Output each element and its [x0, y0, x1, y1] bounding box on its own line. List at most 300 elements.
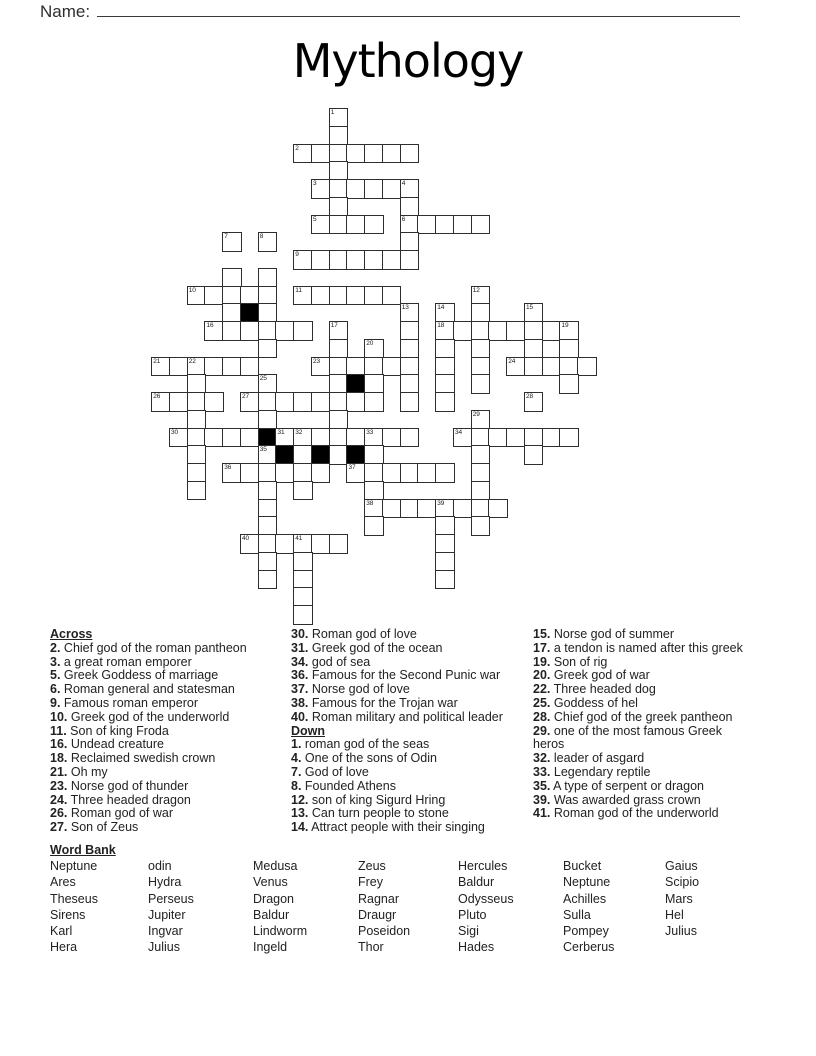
grid-cell[interactable] — [364, 357, 383, 376]
grid-cell[interactable] — [293, 534, 312, 553]
grid-cell[interactable] — [453, 215, 472, 234]
grid-cell[interactable] — [258, 445, 277, 464]
grid-cell[interactable] — [346, 463, 365, 482]
grid-cell[interactable] — [240, 357, 259, 376]
word-bank-column — [563, 858, 614, 956]
grid-cell[interactable] — [258, 303, 277, 322]
grid-cell[interactable] — [400, 357, 419, 376]
grid-cell[interactable] — [506, 321, 525, 340]
grid-cell[interactable] — [240, 534, 259, 553]
grid-cell[interactable] — [329, 374, 348, 393]
grid-cell[interactable] — [435, 374, 454, 393]
grid-cell[interactable] — [471, 215, 490, 234]
clue-number: 39. — [533, 792, 551, 807]
grid-cell[interactable] — [311, 286, 330, 305]
grid-cell[interactable] — [524, 339, 543, 358]
grid-cell[interactable] — [275, 392, 294, 411]
cell-number: 19 — [561, 322, 569, 330]
grid-cell[interactable] — [364, 215, 383, 234]
grid-cell[interactable] — [293, 428, 312, 447]
grid-cell[interactable] — [240, 463, 259, 482]
word-bank-word: Poseidon — [358, 924, 411, 939]
grid-cell[interactable] — [435, 339, 454, 358]
grid-cell[interactable] — [169, 392, 188, 411]
grid-cell[interactable] — [293, 605, 312, 624]
clue-number: 2. — [50, 640, 61, 655]
grid-cell[interactable] — [311, 392, 330, 411]
grid-cell[interactable] — [346, 250, 365, 269]
grid-cell[interactable] — [275, 463, 294, 482]
grid-cell[interactable] — [488, 499, 507, 518]
grid-cell[interactable] — [382, 428, 401, 447]
grid-cell[interactable] — [400, 144, 419, 163]
grid-cell[interactable] — [204, 321, 223, 340]
grid-cell[interactable] — [524, 357, 543, 376]
clue-item: 15. Norse god of summer — [533, 627, 675, 641]
word-bank-word: Karl — [50, 924, 73, 939]
grid-cell[interactable] — [329, 339, 348, 358]
grid-cell[interactable] — [329, 392, 348, 411]
grid-cell[interactable] — [559, 428, 578, 447]
grid-cell[interactable] — [311, 179, 330, 198]
clue-number: 4. — [291, 751, 302, 766]
word-bank-word: Pluto — [458, 907, 487, 922]
grid-cell[interactable] — [311, 215, 330, 234]
grid-cell[interactable] — [329, 445, 348, 464]
grid-cell[interactable] — [346, 144, 365, 163]
grid-cell[interactable] — [187, 286, 206, 305]
grid-cell[interactable] — [435, 392, 454, 411]
grid-cell[interactable] — [364, 481, 383, 500]
word-bank-word: odin — [148, 859, 172, 873]
clue-item: 33. Legendary reptile — [533, 764, 651, 779]
cell-number: 3 — [312, 180, 317, 188]
grid-cell[interactable] — [471, 321, 490, 340]
cell-number: 22 — [188, 357, 196, 365]
grid-cell[interactable] — [329, 108, 348, 127]
clue-item: 1. roman god of the seas — [291, 737, 430, 752]
grid-cell[interactable] — [364, 463, 383, 482]
grid-cell[interactable] — [222, 286, 241, 305]
grid-cell[interactable] — [293, 587, 312, 606]
grid-cell[interactable] — [187, 357, 206, 376]
grid-cell[interactable] — [240, 321, 259, 340]
clue-number: 15. — [533, 627, 551, 641]
grid-cell[interactable] — [187, 410, 206, 429]
grid-cell[interactable] — [329, 197, 348, 216]
clue-number: 20. — [533, 668, 551, 683]
clue-item: 25. Goddess of hel — [533, 695, 638, 710]
grid-cell[interactable] — [524, 392, 543, 411]
grid-cell[interactable] — [169, 357, 188, 376]
grid-cell[interactable] — [329, 215, 348, 234]
clue-number: 33. — [533, 764, 551, 779]
grid-cell[interactable] — [524, 428, 543, 447]
clue-number: 24. — [50, 792, 68, 807]
cell-number: 34 — [454, 428, 463, 436]
grid-cell[interactable] — [346, 357, 365, 376]
grid-cell[interactable] — [240, 392, 259, 411]
clue-number: 23. — [50, 778, 68, 793]
grid-cell[interactable] — [471, 499, 490, 518]
grid-cell[interactable] — [364, 499, 383, 518]
grid-cell[interactable] — [453, 321, 472, 340]
cell-number: 21 — [153, 357, 161, 365]
grid-cell[interactable] — [577, 357, 596, 376]
grid-cell[interactable] — [293, 321, 312, 340]
clue-number: 28. — [533, 709, 551, 724]
grid-cell[interactable] — [275, 534, 294, 553]
cell-number: 1 — [330, 109, 335, 117]
grid-cell[interactable] — [471, 286, 490, 305]
grid-cell[interactable] — [559, 374, 578, 393]
grid-cell[interactable] — [311, 534, 330, 553]
clue-item: 22. Three headed dog — [533, 682, 656, 697]
word-bank-word: Perseus — [148, 891, 194, 906]
cell-number: 28 — [525, 393, 534, 401]
clue-number: 10. — [50, 709, 68, 724]
word-bank-word: Thor — [358, 940, 384, 955]
clue-item: 29. one of the most famous Greek heros — [533, 723, 723, 752]
grid-cell[interactable] — [329, 286, 348, 305]
grid-cell[interactable] — [364, 179, 383, 198]
clues-column-1 — [50, 628, 247, 835]
grid-cell[interactable] — [329, 179, 348, 198]
grid-cell[interactable] — [471, 463, 490, 482]
grid-cell[interactable] — [400, 232, 419, 251]
grid-cell[interactable] — [400, 215, 419, 234]
clue-item: 26. Roman god of war — [50, 806, 173, 821]
clue-number: 17. — [533, 640, 551, 655]
grid-cell[interactable] — [400, 374, 419, 393]
grid-cell[interactable] — [346, 428, 365, 447]
grid-cell[interactable] — [293, 570, 312, 589]
word-bank-word: Julius — [148, 940, 180, 955]
grid-cell[interactable] — [471, 445, 490, 464]
grid-cell[interactable] — [222, 428, 241, 447]
grid-cell[interactable] — [222, 357, 241, 376]
grid-cell[interactable] — [187, 428, 206, 447]
clue-item: 31. Greek god of the ocean — [291, 640, 443, 655]
grid-cell[interactable] — [435, 215, 454, 234]
grid-cell[interactable] — [400, 428, 419, 447]
grid-cell[interactable] — [293, 463, 312, 482]
grid-cell[interactable] — [488, 428, 507, 447]
grid-cell[interactable] — [364, 392, 383, 411]
down-header: Down — [291, 723, 326, 738]
clue-number: 27. — [50, 820, 68, 835]
blocked-cell — [275, 445, 294, 464]
clue-item: 16. Undead creature — [50, 737, 164, 752]
clue-number: 22. — [533, 682, 551, 697]
grid-cell[interactable] — [187, 374, 206, 393]
grid-cell[interactable] — [258, 268, 277, 287]
grid-cell[interactable] — [346, 286, 365, 305]
grid-cell[interactable] — [258, 286, 277, 305]
grid-cell[interactable] — [293, 250, 312, 269]
grid-cell[interactable] — [382, 144, 401, 163]
cell-number: 6 — [401, 215, 406, 223]
grid-cell[interactable] — [559, 339, 578, 358]
grid-cell[interactable] — [293, 481, 312, 500]
grid-cell[interactable] — [258, 481, 277, 500]
grid-cell[interactable] — [382, 463, 401, 482]
grid-cell[interactable] — [435, 570, 454, 589]
word-bank-column — [148, 858, 194, 956]
grid-cell[interactable] — [471, 303, 490, 322]
word-bank-word: Gaius — [665, 859, 698, 873]
grid-cell[interactable] — [506, 428, 525, 447]
grid-cell[interactable] — [435, 552, 454, 571]
grid-cell[interactable] — [400, 179, 419, 198]
grid-cell[interactable] — [240, 428, 259, 447]
grid-cell[interactable] — [559, 321, 578, 340]
grid-cell[interactable] — [435, 357, 454, 376]
grid-cell[interactable] — [258, 339, 277, 358]
grid-cell[interactable] — [311, 250, 330, 269]
grid-cell[interactable] — [222, 463, 241, 482]
grid-cell[interactable] — [204, 286, 223, 305]
grid-cell[interactable] — [417, 215, 436, 234]
clue-number: 29. — [533, 723, 551, 738]
clue-number: 1. — [291, 737, 302, 752]
clue-item: 7. God of love — [291, 764, 369, 779]
grid-cell[interactable] — [400, 499, 419, 518]
grid-cell[interactable] — [364, 374, 383, 393]
grid-cell[interactable] — [258, 321, 277, 340]
grid-cell[interactable] — [382, 499, 401, 518]
clue-number: 13. — [291, 806, 309, 821]
grid-cell[interactable] — [151, 392, 170, 411]
grid-cell[interactable] — [542, 357, 561, 376]
grid-cell[interactable] — [471, 410, 490, 429]
word-bank-word: Sirens — [50, 907, 86, 922]
grid-cell[interactable] — [453, 499, 472, 518]
grid-cell[interactable] — [204, 357, 223, 376]
grid-cell[interactable] — [471, 339, 490, 358]
grid-cell[interactable] — [524, 303, 543, 322]
word-bank-word: Julius — [665, 924, 697, 939]
grid-cell[interactable] — [258, 534, 277, 553]
clue-number: 35. — [533, 778, 551, 793]
grid-cell[interactable] — [258, 232, 277, 251]
grid-cell[interactable] — [222, 232, 241, 251]
grid-cell[interactable] — [204, 392, 223, 411]
grid-cell[interactable] — [400, 303, 419, 322]
clue-item: 30. Roman god of love — [291, 627, 417, 641]
grid-cell[interactable] — [293, 445, 312, 464]
grid-cell[interactable] — [329, 161, 348, 180]
grid-cell[interactable] — [151, 357, 170, 376]
grid-cell[interactable] — [435, 321, 454, 340]
grid-cell[interactable] — [329, 126, 348, 145]
grid-cell[interactable] — [258, 516, 277, 535]
cell-number: 25 — [259, 375, 267, 383]
grid-cell[interactable] — [417, 499, 436, 518]
grid-cell[interactable] — [364, 339, 383, 358]
word-bank-word: Hercules — [458, 859, 508, 873]
grid-cell[interactable] — [222, 303, 241, 322]
grid-cell[interactable] — [258, 552, 277, 571]
grid-cell[interactable] — [311, 463, 330, 482]
grid-cell[interactable] — [400, 339, 419, 358]
cell-number: 11 — [295, 286, 302, 294]
grid-cell[interactable] — [222, 321, 241, 340]
grid-cell[interactable] — [346, 215, 365, 234]
clue-item: 17. a tendon is named after this greek — [533, 640, 743, 655]
grid-cell[interactable] — [382, 357, 401, 376]
clue-number: 12. — [291, 792, 309, 807]
grid-cell[interactable] — [471, 374, 490, 393]
clue-number: 21. — [50, 764, 68, 779]
grid-cell[interactable] — [293, 392, 312, 411]
grid-cell[interactable] — [258, 463, 277, 482]
grid-cell[interactable] — [400, 197, 419, 216]
grid-cell[interactable] — [542, 428, 561, 447]
clues-column-2 — [291, 628, 503, 835]
grid-cell[interactable] — [364, 250, 383, 269]
grid-cell[interactable] — [382, 179, 401, 198]
grid-cell[interactable] — [435, 499, 454, 518]
grid-cell[interactable] — [400, 321, 419, 340]
grid-cell[interactable] — [258, 392, 277, 411]
grid-cell[interactable] — [329, 428, 348, 447]
cell-number: 39 — [437, 499, 445, 507]
grid-cell[interactable] — [346, 392, 365, 411]
grid-cell[interactable] — [471, 516, 490, 535]
grid-cell[interactable] — [311, 144, 330, 163]
word-bank-word: Medusa — [253, 859, 298, 873]
grid-cell[interactable] — [364, 144, 383, 163]
word-bank-word: Ares — [50, 875, 76, 890]
grid-cell[interactable] — [293, 552, 312, 571]
grid-cell[interactable] — [400, 392, 419, 411]
grid-cell[interactable] — [222, 268, 241, 287]
grid-cell[interactable] — [435, 463, 454, 482]
grid-cell[interactable] — [258, 570, 277, 589]
grid-cell[interactable] — [471, 357, 490, 376]
grid-cell[interactable] — [329, 250, 348, 269]
blocked-cell — [346, 445, 365, 464]
grid-cell[interactable] — [488, 321, 507, 340]
grid-cell[interactable] — [435, 303, 454, 322]
clue-item: 34. god of sea — [291, 654, 371, 669]
word-bank-column — [358, 858, 410, 956]
word-bank-word: Zeus — [358, 859, 386, 873]
grid-cell[interactable] — [275, 321, 294, 340]
clue-item: 41. Roman god of the underworld — [533, 806, 719, 821]
clue-number: 8. — [291, 778, 302, 793]
grid-cell[interactable] — [187, 481, 206, 500]
grid-cell[interactable] — [258, 499, 277, 518]
word-bank-word: Baldur — [458, 875, 495, 890]
cell-number: 10 — [188, 286, 196, 294]
clue-item: 11. Son of king Froda — [50, 723, 169, 738]
grid-cell[interactable] — [258, 410, 277, 429]
grid-cell[interactable] — [275, 428, 294, 447]
word-bank-column — [458, 858, 514, 956]
grid-cell[interactable] — [400, 250, 419, 269]
cell-number: 38 — [366, 499, 374, 507]
grid-cell[interactable] — [382, 250, 401, 269]
cell-number: 4 — [401, 180, 406, 188]
word-bank-word: Jupiter — [148, 907, 186, 922]
blocked-cell — [311, 445, 330, 464]
grid-cell[interactable] — [364, 428, 383, 447]
word-bank-word: Achilles — [563, 891, 607, 906]
grid-cell[interactable] — [435, 534, 454, 553]
grid-cell[interactable] — [471, 481, 490, 500]
grid-cell[interactable] — [524, 445, 543, 464]
grid-cell[interactable] — [417, 463, 436, 482]
grid-cell[interactable] — [187, 392, 206, 411]
grid-cell[interactable] — [329, 357, 348, 376]
grid-cell[interactable] — [559, 357, 578, 376]
grid-cell[interactable] — [258, 374, 277, 393]
cell-number: 15 — [525, 304, 534, 312]
grid-cell[interactable] — [329, 410, 348, 429]
grid-cell[interactable] — [542, 321, 561, 340]
clue-number: 30. — [291, 627, 309, 641]
grid-cell[interactable] — [187, 463, 206, 482]
grid-cell[interactable] — [293, 144, 312, 163]
grid-cell[interactable] — [364, 516, 383, 535]
clue-item: 37. Norse god of love — [291, 682, 410, 697]
name-label: Name: — [40, 2, 91, 21]
grid-cell[interactable] — [435, 516, 454, 535]
grid-cell[interactable] — [240, 286, 259, 305]
clue-number: 14. — [291, 820, 309, 835]
cell-number: 16 — [206, 322, 214, 330]
cell-number: 24 — [508, 357, 516, 365]
grid-cell[interactable] — [311, 357, 330, 376]
cell-number: 40 — [241, 535, 250, 543]
clue-item: 21. Oh my — [50, 764, 108, 779]
grid-cell[interactable] — [329, 321, 348, 340]
blocked-cell — [258, 428, 277, 447]
clue-item: 38. Famous for the Trojan war — [291, 695, 458, 710]
clue-number: 37. — [291, 682, 309, 697]
clue-number: 6. — [50, 682, 61, 697]
grid-cell[interactable] — [506, 357, 525, 376]
grid-cell[interactable] — [293, 286, 312, 305]
clue-number: 25. — [533, 695, 551, 710]
clue-item: 20. Greek god of war — [533, 668, 650, 683]
grid-cell[interactable] — [524, 321, 543, 340]
grid-cell[interactable] — [453, 428, 472, 447]
grid-cell[interactable] — [329, 534, 348, 553]
grid-cell[interactable] — [471, 428, 490, 447]
grid-cell[interactable] — [204, 428, 223, 447]
word-bank-column — [665, 858, 699, 939]
grid-cell[interactable] — [382, 286, 401, 305]
grid-cell[interactable] — [346, 179, 365, 198]
grid-cell[interactable] — [364, 286, 383, 305]
word-bank-word: Hel — [665, 907, 684, 922]
clue-item: 9. Famous roman emperor — [50, 695, 198, 710]
grid-cell[interactable] — [311, 428, 330, 447]
clue-number: 36. — [291, 668, 309, 683]
cell-number: 31 — [277, 428, 285, 436]
grid-cell[interactable] — [364, 445, 383, 464]
clue-item: 23. Norse god of thunder — [50, 778, 189, 793]
cell-number: 14 — [437, 304, 445, 312]
grid-cell[interactable] — [169, 428, 188, 447]
grid-cell[interactable] — [187, 445, 206, 464]
word-bank-word: Draugr — [358, 907, 397, 922]
grid-cell[interactable] — [400, 463, 419, 482]
grid-cell[interactable] — [329, 144, 348, 163]
